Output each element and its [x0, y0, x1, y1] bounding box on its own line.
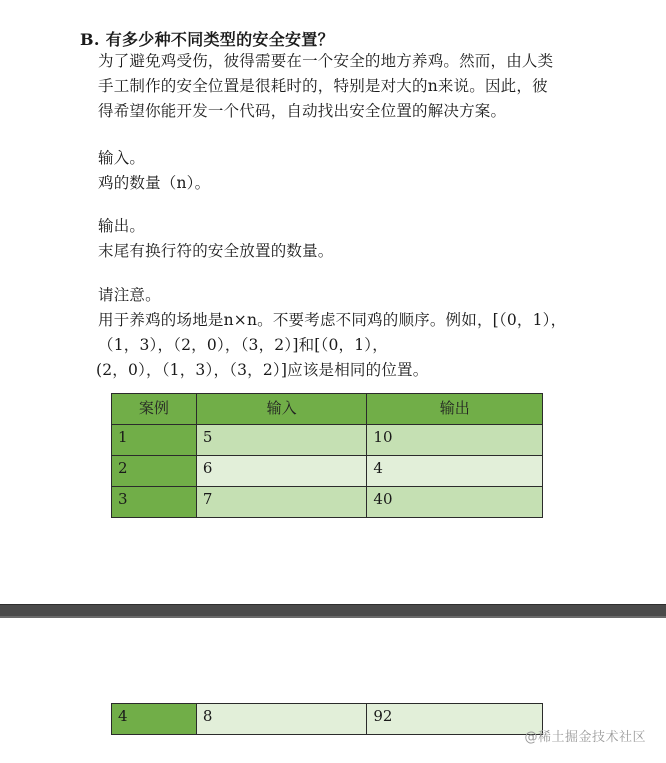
cell-output: 40 [367, 487, 543, 518]
note-line: 用于养鸡的场地是n×n。不要考虑不同鸡的顺序。例如，[（0，1）， [98, 311, 567, 329]
cell-output: 10 [367, 425, 543, 456]
cell-case: 1 [112, 425, 197, 456]
cell-input: 6 [196, 456, 367, 487]
section-number: B. [80, 30, 100, 49]
note-label: 请注意。 [98, 286, 161, 304]
cell-input: 7 [196, 487, 367, 518]
intro-line: 得希望你能开发一个代码，自动找出安全位置的解决方案。 [98, 102, 507, 120]
cell-case: 4 [112, 704, 197, 735]
input-section [98, 146, 598, 196]
cell-output: 92 [367, 704, 543, 735]
cell-input: 8 [196, 704, 367, 735]
header-case: 案例 [112, 394, 197, 425]
intro-line: 手工制作的安全位置是很耗时的，特别是对大的n来说。因此，彼 [98, 77, 548, 95]
input-text: 鸡的数量（n）。 [98, 174, 211, 192]
header-input: 输入 [196, 394, 367, 425]
note-line: (2，0），（1，3），（3，2）]应该是相同的位置。 [96, 361, 429, 379]
input-label: 输入。 [98, 149, 146, 167]
cases-table [111, 393, 543, 518]
table-row [112, 456, 543, 487]
table-row [112, 704, 543, 735]
cell-input: 5 [196, 425, 367, 456]
table-row [112, 487, 543, 518]
intro-paragraph [98, 49, 598, 124]
note-section [98, 283, 598, 383]
section-heading [80, 27, 334, 50]
note-line: （1，3），（2，0），（3，2）]和[（0，1）， [98, 336, 388, 354]
section-title: 有多少种不同类型的安全安置？ [105, 30, 334, 49]
cell-case: 2 [112, 456, 197, 487]
watermark-text: @稀土掘金技术社区 [524, 730, 646, 745]
header-output: 输出 [367, 394, 543, 425]
cell-case: 3 [112, 487, 197, 518]
cases-table-continued [111, 703, 543, 735]
output-section [98, 214, 598, 264]
output-label: 输出。 [98, 217, 146, 235]
table-row [112, 425, 543, 456]
cell-output: 4 [367, 456, 543, 487]
output-text: 末尾有换行符的安全放置的数量。 [98, 242, 334, 260]
table-header-row [112, 394, 543, 425]
page-separator [0, 604, 666, 618]
intro-line: 为了避免鸡受伤，彼得需要在一个安全的地方养鸡。然而，由人类 [98, 52, 554, 70]
